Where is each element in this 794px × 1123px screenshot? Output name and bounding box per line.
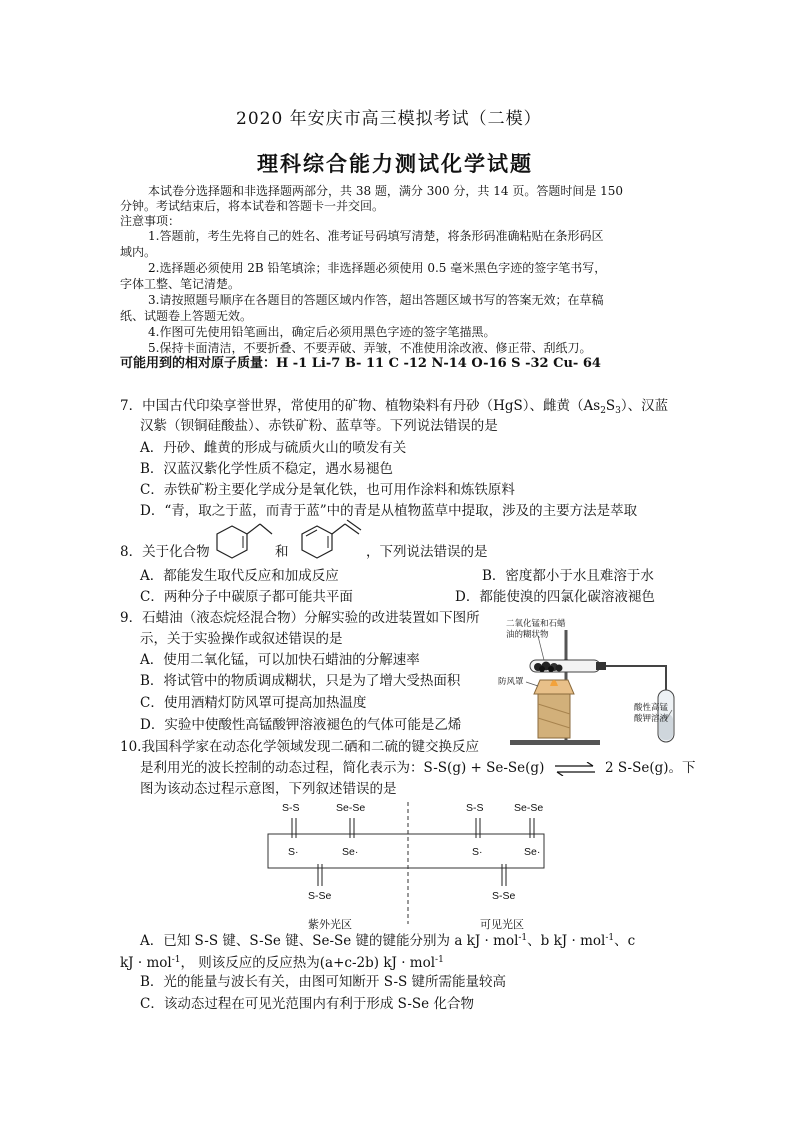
notice-item: 2.选择题必须使用 2B 铅笔填涂；非选择题必须使用 0.5 毫米黑色字迹的签字笔书写， [148,261,607,275]
figure-label: 防风罩 [498,676,524,686]
diagram-label: S· [288,846,299,858]
figure-label: 酸钾溶液 [634,713,669,723]
diagram-label: S· [472,846,483,858]
notice-item: 5.保持卡面清洁，不要折叠、不要弄破、弄皱，不准使用涂改液、修正带、刮纸刀。 [148,341,592,355]
notice-item: 纸、试题卷上答题无效。 [120,309,253,323]
diagram-label: Se-Se [336,802,366,814]
visible-region-label: 可见光区 [480,919,524,931]
diagram-label: Se-Se [514,802,544,814]
superscript: -1 [518,933,528,943]
q9-stem: 示，关于实验操作或叙述错误的是 [140,631,343,647]
q10-option-c: C．该动态过程在可见光范围内有利于形成 S-Se 化合物 [140,996,474,1012]
q9-option-c: C．使用酒精灯防风罩可提高加热温度 [140,695,367,711]
q7-option-c: C．赤铁矿粉主要化学成分是氧化铁，也可用作涂料和炼铁原料 [140,482,515,498]
notice-title: 注意事项： [120,214,181,228]
intro-line: 本试卷分选择题和非选择题两部分，共 38 题，满分 300 分，共 14 页。答题时间是 150 [148,184,624,198]
q8-stem-post: ，下列说法错误的是 [366,544,488,560]
q10-stem: 图为该动态过程示意图，下列叙述错误的是 [140,781,397,797]
diagram-label: S-Se [308,890,332,902]
q10-option-a-text: A．已知 S-S 键、S-Se 键、Se-Se 键的键能分别为 a kJ · mol [140,933,519,949]
figure-label: 油的糊状物 [506,629,549,639]
dynamic-process-diagram [262,798,552,931]
notice-item: 4.作图可先使用铅笔画出，确定后必须用黑色字迹的签字笔描黑。 [148,325,496,339]
diagram-label: Se· [342,846,359,858]
ethylbenzene-structure-icon [214,514,276,564]
diagram-label: Se· [524,846,541,858]
q10-stem [140,758,696,778]
q7-stem-text: ）、汉蓝 [620,398,669,414]
q10-option-a-text: 、b kJ · mol [527,933,606,949]
exam-title: 2020 年安庆市高三模拟考试（二模） [236,109,542,129]
q7-stem-text: S [605,398,616,414]
q7-option-d: D．“青，取之于蓝，而青于蓝”中的青是从植物蓝草中提取，涉及的主要方法是萃取 [140,503,638,519]
uv-region-label: 紫外光区 [308,919,352,931]
superscript: -1 [605,933,615,943]
figure-label: 二氧化锰和石蜡 [506,618,566,628]
subscript: 3 [615,406,621,416]
cyclohexadiene-vinyl-structure-icon [299,514,365,564]
intro-line: 分钟。考试结束后，将本试卷和答题卡一并交回。 [120,199,385,213]
q8-stem-pre: 8．关于化合物 [120,544,210,560]
notice-item: 字体工整、笔记清楚。 [120,277,241,291]
q7-stem: 汉紫（钡铜硅酸盐）、赤铁矿粉、蓝草等。下列说法错误的是 [140,418,498,434]
q7-option-a: A．丹砂、雌黄的形成与硫质火山的喷发有关 [140,440,407,456]
superscript: -1 [435,955,444,965]
q10-option-a [140,928,635,951]
q10-stem-text: 是利用光的波长控制的动态过程，简化表示为：S-S(g) + Se-Se(g) [140,760,545,776]
equilibrium-arrow-icon [553,762,597,776]
notice-item: 1.答题前，考生先将自己的姓名、准考证号码填写清楚，将条形码准确粘贴在条形码区 [148,229,604,243]
q10-stem-text: 2 S-Se(g)。下 [604,760,696,776]
diagram-label: S-Se [492,890,516,902]
q10-option-a-text: kJ · mol [120,955,172,971]
q10-stem: 10.我国科学家在动态化学领域发现二硒和二硫的键交换反应 [120,739,479,755]
diagram-lines [262,798,552,928]
q7-option-b: B．汉蓝汉紫化学性质不稳定，遇水易褪色 [140,461,393,477]
apparatus-figure [496,610,692,758]
q9-stem: 9．石蜡油（液态烷烃混合物）分解实验的改进装置如下图所 [120,610,480,626]
q10-option-a-text: ， 则该反应的反应热为(a+c-2b) kJ · mol [180,955,436,971]
q7-stem-text: 7．中国古代印染享誉世界，常使用的矿物、植物染料有丹砂（HgS）、雌黄（As [120,398,601,414]
q9-option-b: B．将试管中的物质调成糊状，只是为了增大受热面积 [140,673,461,689]
q8-option-b: B．密度都小于水且难溶于水 [482,568,654,584]
q10-option-a-cont [120,950,444,973]
q8-option-c: C．两种分子中碳原子都可能共平面 [140,589,353,605]
notice-item: 3.请按照题号顺序在各题目的答题区域内作答，超出答题区域书写的答案无效；在草稿 [148,293,604,307]
q8-option-a: A．都能发生取代反应和加成反应 [140,568,339,584]
q10-option-b: B．光的能量与波长有关，由图可知断开 S-S 键所需能量较高 [140,974,507,990]
q8-option-d: D．都能使溴的四氯化碳溶液褪色 [455,589,655,605]
exam-subtitle: 理科综合能力测试化学试题 [257,151,533,176]
diagram-label: S-S [466,802,484,814]
diagram-label: S-S [282,802,300,814]
figure-label: 酸性高锰 [634,702,669,712]
q9-option-a: A．使用二氧化锰，可以加快石蜡油的分解速率 [140,652,420,668]
q9-option-d: D．实验中使酸性高锰酸钾溶液褪色的气体可能是乙烯 [140,717,462,733]
q8-stem-and: 和 [275,544,289,560]
atomic-masses: 可能用到的相对原子质量：H -1 Li-7 B- 11 C -12 N-14 O-16 S -32 Cu- 64 [120,356,601,371]
q10-option-a-text: 、c [614,933,636,949]
superscript: -1 [171,955,181,965]
notice-item: 域内。 [120,245,157,259]
subscript: 2 [600,406,606,416]
